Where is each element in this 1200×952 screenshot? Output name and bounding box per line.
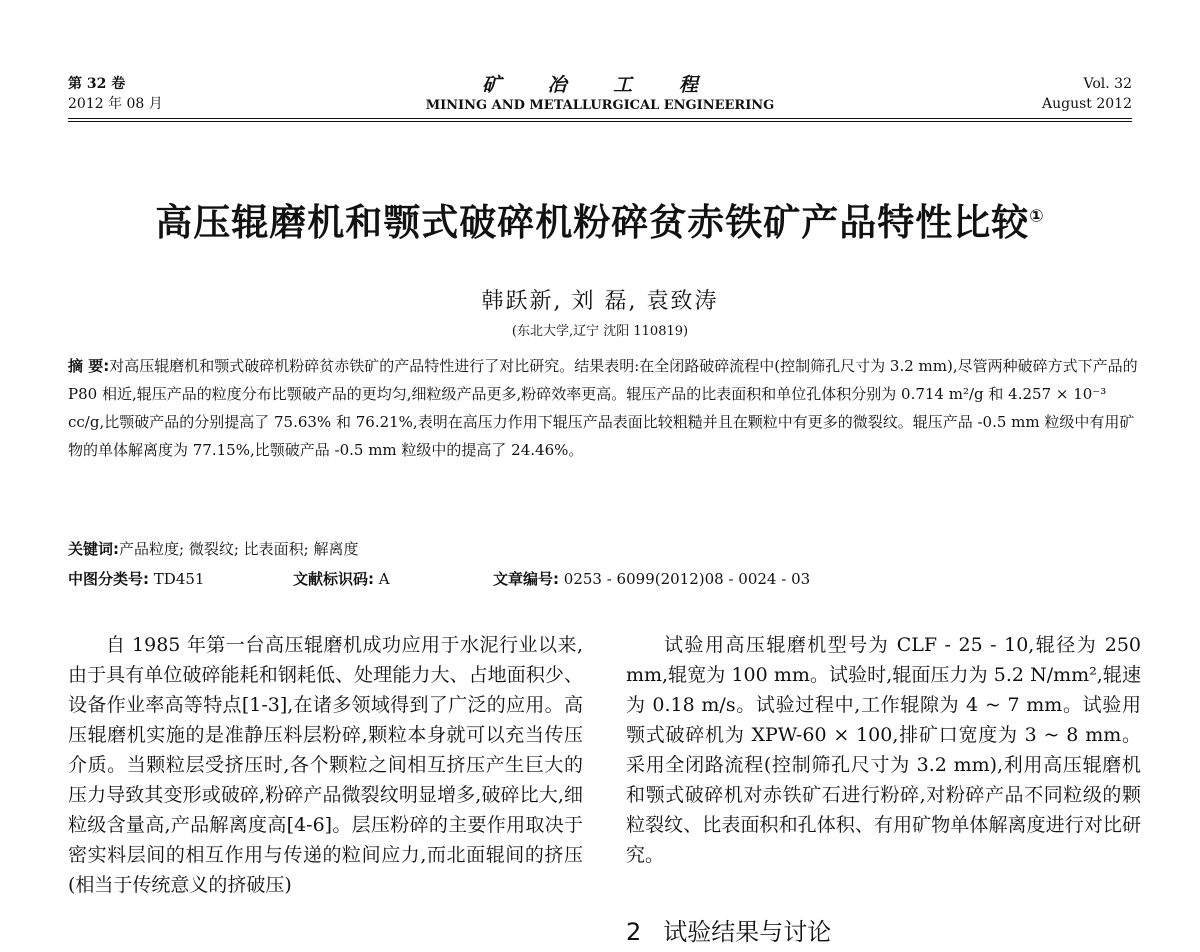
volume-en: Vol. 32 [1083,76,1132,92]
body-column-right [626,630,1141,870]
body-paragraph-right: 试验用高压辊磨机型号为 CLF - 25 - 10,辊径为 250 mm,辊宽为 100 mm。试验时,辊面压力为 5.2 N/mm²,辊速为 0.18 m/s。试验过程中,工作辊隙为 4 ~ 7 mm。试验用颚式破碎机为 XPW-60 × 100,排矿口宽度为 3 ~ 8 mm。采用全闭路流程(控制筛孔尺寸为 3.2 mm),利用高压辊磨机和颚式破碎机对赤铁矿石进行粉碎,对粉碎产品不同粒级的颗粒裂纹、比表面积和孔体积、有用矿物单体解离度进行对比研究。 [626,634,1141,866]
authors: 韩跃新, 刘 磊, 袁致涛 [481,289,719,314]
abstract-text: 对高压辊磨机和颚式破碎机粉碎贫赤铁矿的产品特性进行了对比研究。结果表明:在全闭路破碎流程中(控制筛孔尺寸为 3.2 mm),尽管两种破碎方式下产品的 P80 相近,辊压产品的粒度分布比颚破产品的更均匀,细粒级产品更多,粉碎效率更高。辊压产品的比表面积和单位孔体积分别为 0.714 m²/g 和 4.257 × 10⁻³ cc/g,比颚破产品的分别提高了 75.63% 和 76.21%,表明在高压力作用下辊压产品表面比较粗糙并且在颗粒中有更多的微裂纹。辊压产品 -0.5 mm 粒级中有用矿物的单体解离度为 77.15%,比颚破产品 -0.5 mm 粒级中的提高了 24.46%。 [68,357,1138,459]
header-right [1042,74,1132,114]
abstract-label: 摘 要: [68,357,110,375]
header-left [68,74,163,114]
article-no-value: 0253 - 6099(2012)08 - 0024 - 03 [563,570,811,588]
section-heading [626,912,831,947]
paper-title [40,192,1160,246]
body-column-left [68,630,583,900]
doc-code-value: A [378,570,390,588]
clc-label: 中图分类号: [68,570,149,588]
body-paragraph-left: 自 1985 年第一台高压辊磨机成功应用于水泥行业以来,由于具有单位破碎能耗和钢耗低、处理能力大、占地面积少、设备作业率高等特点[1-3],在诸多领域得到了广泛的应用。高压辊磨机实施的是准静压料层粉碎,颗粒本身就可以充当传压介质。当颗粒层受挤压时,各个颗粒之间相互挤压产生巨大的压力导致其变形或破碎,粉碎产品微裂纹明显增多,破碎比大,细粒级含量高,产品解离度高[4-6]。层压粉碎的主要作用取决于密实料层间的相互作用与传递的粒间应力,而北面辊间的挤压(相当于传统意义的挤破压) [68,634,583,896]
article-no-label: 文章编号: [493,570,559,588]
abstract [68,352,1138,464]
section-number: 2 [626,918,642,946]
keywords-text: 产品粒度; 微裂纹; 比表面积; 解离度 [119,540,359,558]
date-cn: 2012 年 08 月 [68,96,163,112]
journal-name-en: MINING AND METALLURGICAL ENGINEERING [425,98,775,113]
keywords [68,538,358,559]
affiliation: (东北大学,辽宁 沈阳 110819) [511,324,689,339]
paper-title-text: 高压辊磨机和颚式破碎机粉碎贫赤铁矿产品特性比较 [155,201,1030,244]
doc-code-label: 文献标识码: [293,570,374,588]
volume-cn: 第 32 卷 [68,76,126,92]
header-rule-double [68,121,1132,122]
clc-value: TD451 [153,570,205,588]
journal-name-cn: 矿 冶 工 程 [482,74,718,96]
keywords-label: 关键词: [68,540,119,558]
classification-line [68,568,1068,589]
title-footnote-mark: ① [1029,206,1045,227]
header-rule [68,118,1132,119]
header-center [380,74,820,116]
section-title: 试验结果与讨论 [663,918,832,946]
date-en: August 2012 [1042,96,1132,112]
